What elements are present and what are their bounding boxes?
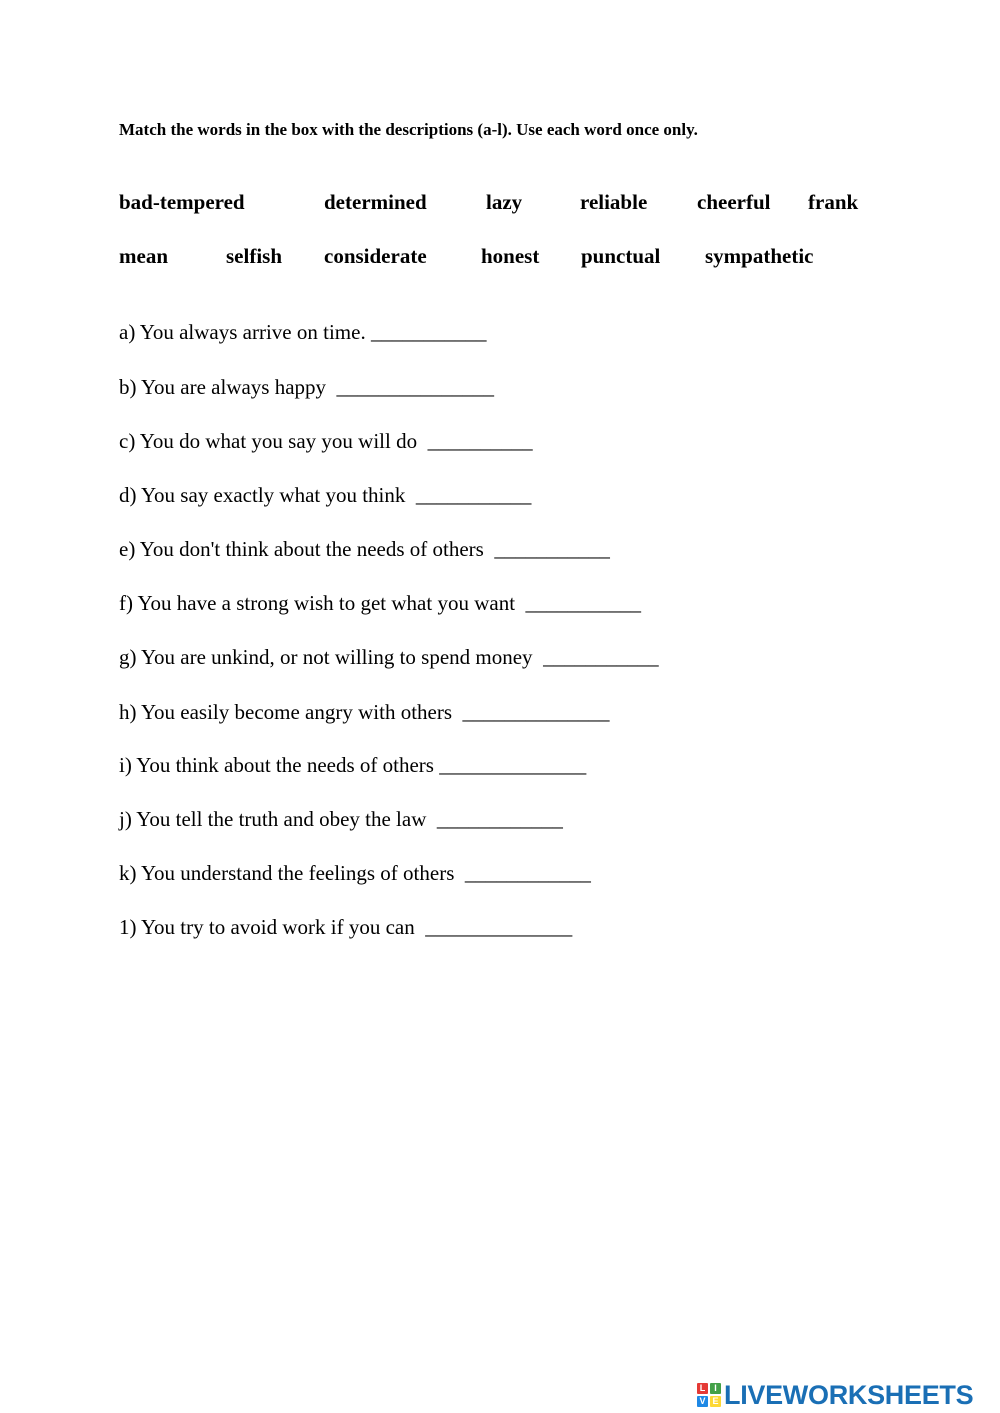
question-b: [119, 375, 494, 400]
answer-blank[interactable]: ___________: [525, 591, 642, 615]
word-selfish: selfish: [226, 244, 283, 268]
answer-blank[interactable]: ___________: [415, 483, 532, 507]
word-determined: determined: [324, 190, 427, 214]
instruction-text: Match the words in the box with the descriptions (a-l). Use each word once only.: [119, 120, 698, 139]
logo-text: LIVEWORKSHEETS: [724, 1379, 974, 1410]
word-frank: frank: [808, 190, 859, 214]
word-sympathetic: sympathetic: [705, 244, 814, 268]
answer-blank[interactable]: ______________: [439, 753, 587, 777]
word-reliable: reliable: [580, 190, 648, 214]
answer-blank[interactable]: ______________: [425, 915, 573, 939]
question-text: a) You always arrive on time.: [119, 320, 371, 344]
question-l: [119, 915, 572, 940]
question-text: b) You are always happy: [119, 375, 337, 399]
word-honest: honest: [481, 244, 540, 268]
answer-blank[interactable]: ___________: [370, 320, 487, 344]
word-considerate: considerate: [324, 244, 427, 268]
answer-blank[interactable]: ____________: [464, 861, 591, 885]
logo-letter-i: I: [710, 1383, 721, 1394]
word-mean: mean: [119, 244, 168, 268]
word-punctual: punctual: [581, 244, 661, 268]
question-text: j) You tell the truth and obey the law: [119, 807, 437, 831]
question-text: e) You don't think about the needs of others: [119, 537, 495, 561]
question-text: d) You say exactly what you think: [119, 483, 416, 507]
logo-grid-icon: [697, 1383, 721, 1407]
answer-blank[interactable]: ___________: [494, 537, 610, 561]
word-lazy: lazy: [486, 190, 523, 214]
question-d: [119, 483, 531, 508]
question-text: f) You have a strong wish to get what you want: [119, 591, 526, 615]
answer-blank[interactable]: ___________: [543, 645, 659, 669]
answer-blank[interactable]: _______________: [336, 375, 495, 399]
question-i: [119, 753, 586, 778]
question-text: c) You do what you say you will do: [119, 429, 428, 453]
question-text: i) You think about the needs of others: [119, 753, 440, 777]
question-text: k) You understand the feelings of others: [119, 861, 465, 885]
question-f: [119, 591, 641, 616]
word-cheerful: cheerful: [697, 190, 771, 214]
question-g: [119, 645, 659, 670]
word-bad-tempered: bad-tempered: [119, 190, 245, 214]
question-text: h) You easily become angry with others: [119, 700, 463, 724]
answer-blank[interactable]: __________: [427, 429, 533, 453]
question-k: [119, 861, 591, 886]
question-j: [119, 807, 563, 832]
question-text: 1) You try to avoid work if you can: [119, 915, 426, 939]
logo-letter-e: E: [710, 1396, 721, 1407]
logo-letter-v: V: [697, 1396, 708, 1407]
liveworksheets-logo: [697, 1380, 973, 1410]
answer-blank[interactable]: ____________: [436, 807, 563, 831]
question-c: [119, 429, 533, 454]
answer-blank[interactable]: ______________: [462, 700, 610, 724]
question-text: g) You are unkind, or not willing to spend money: [119, 645, 544, 669]
question-e: [119, 537, 610, 562]
question-a: [119, 320, 486, 345]
question-h: [119, 700, 610, 725]
logo-letter-l: L: [697, 1383, 708, 1394]
